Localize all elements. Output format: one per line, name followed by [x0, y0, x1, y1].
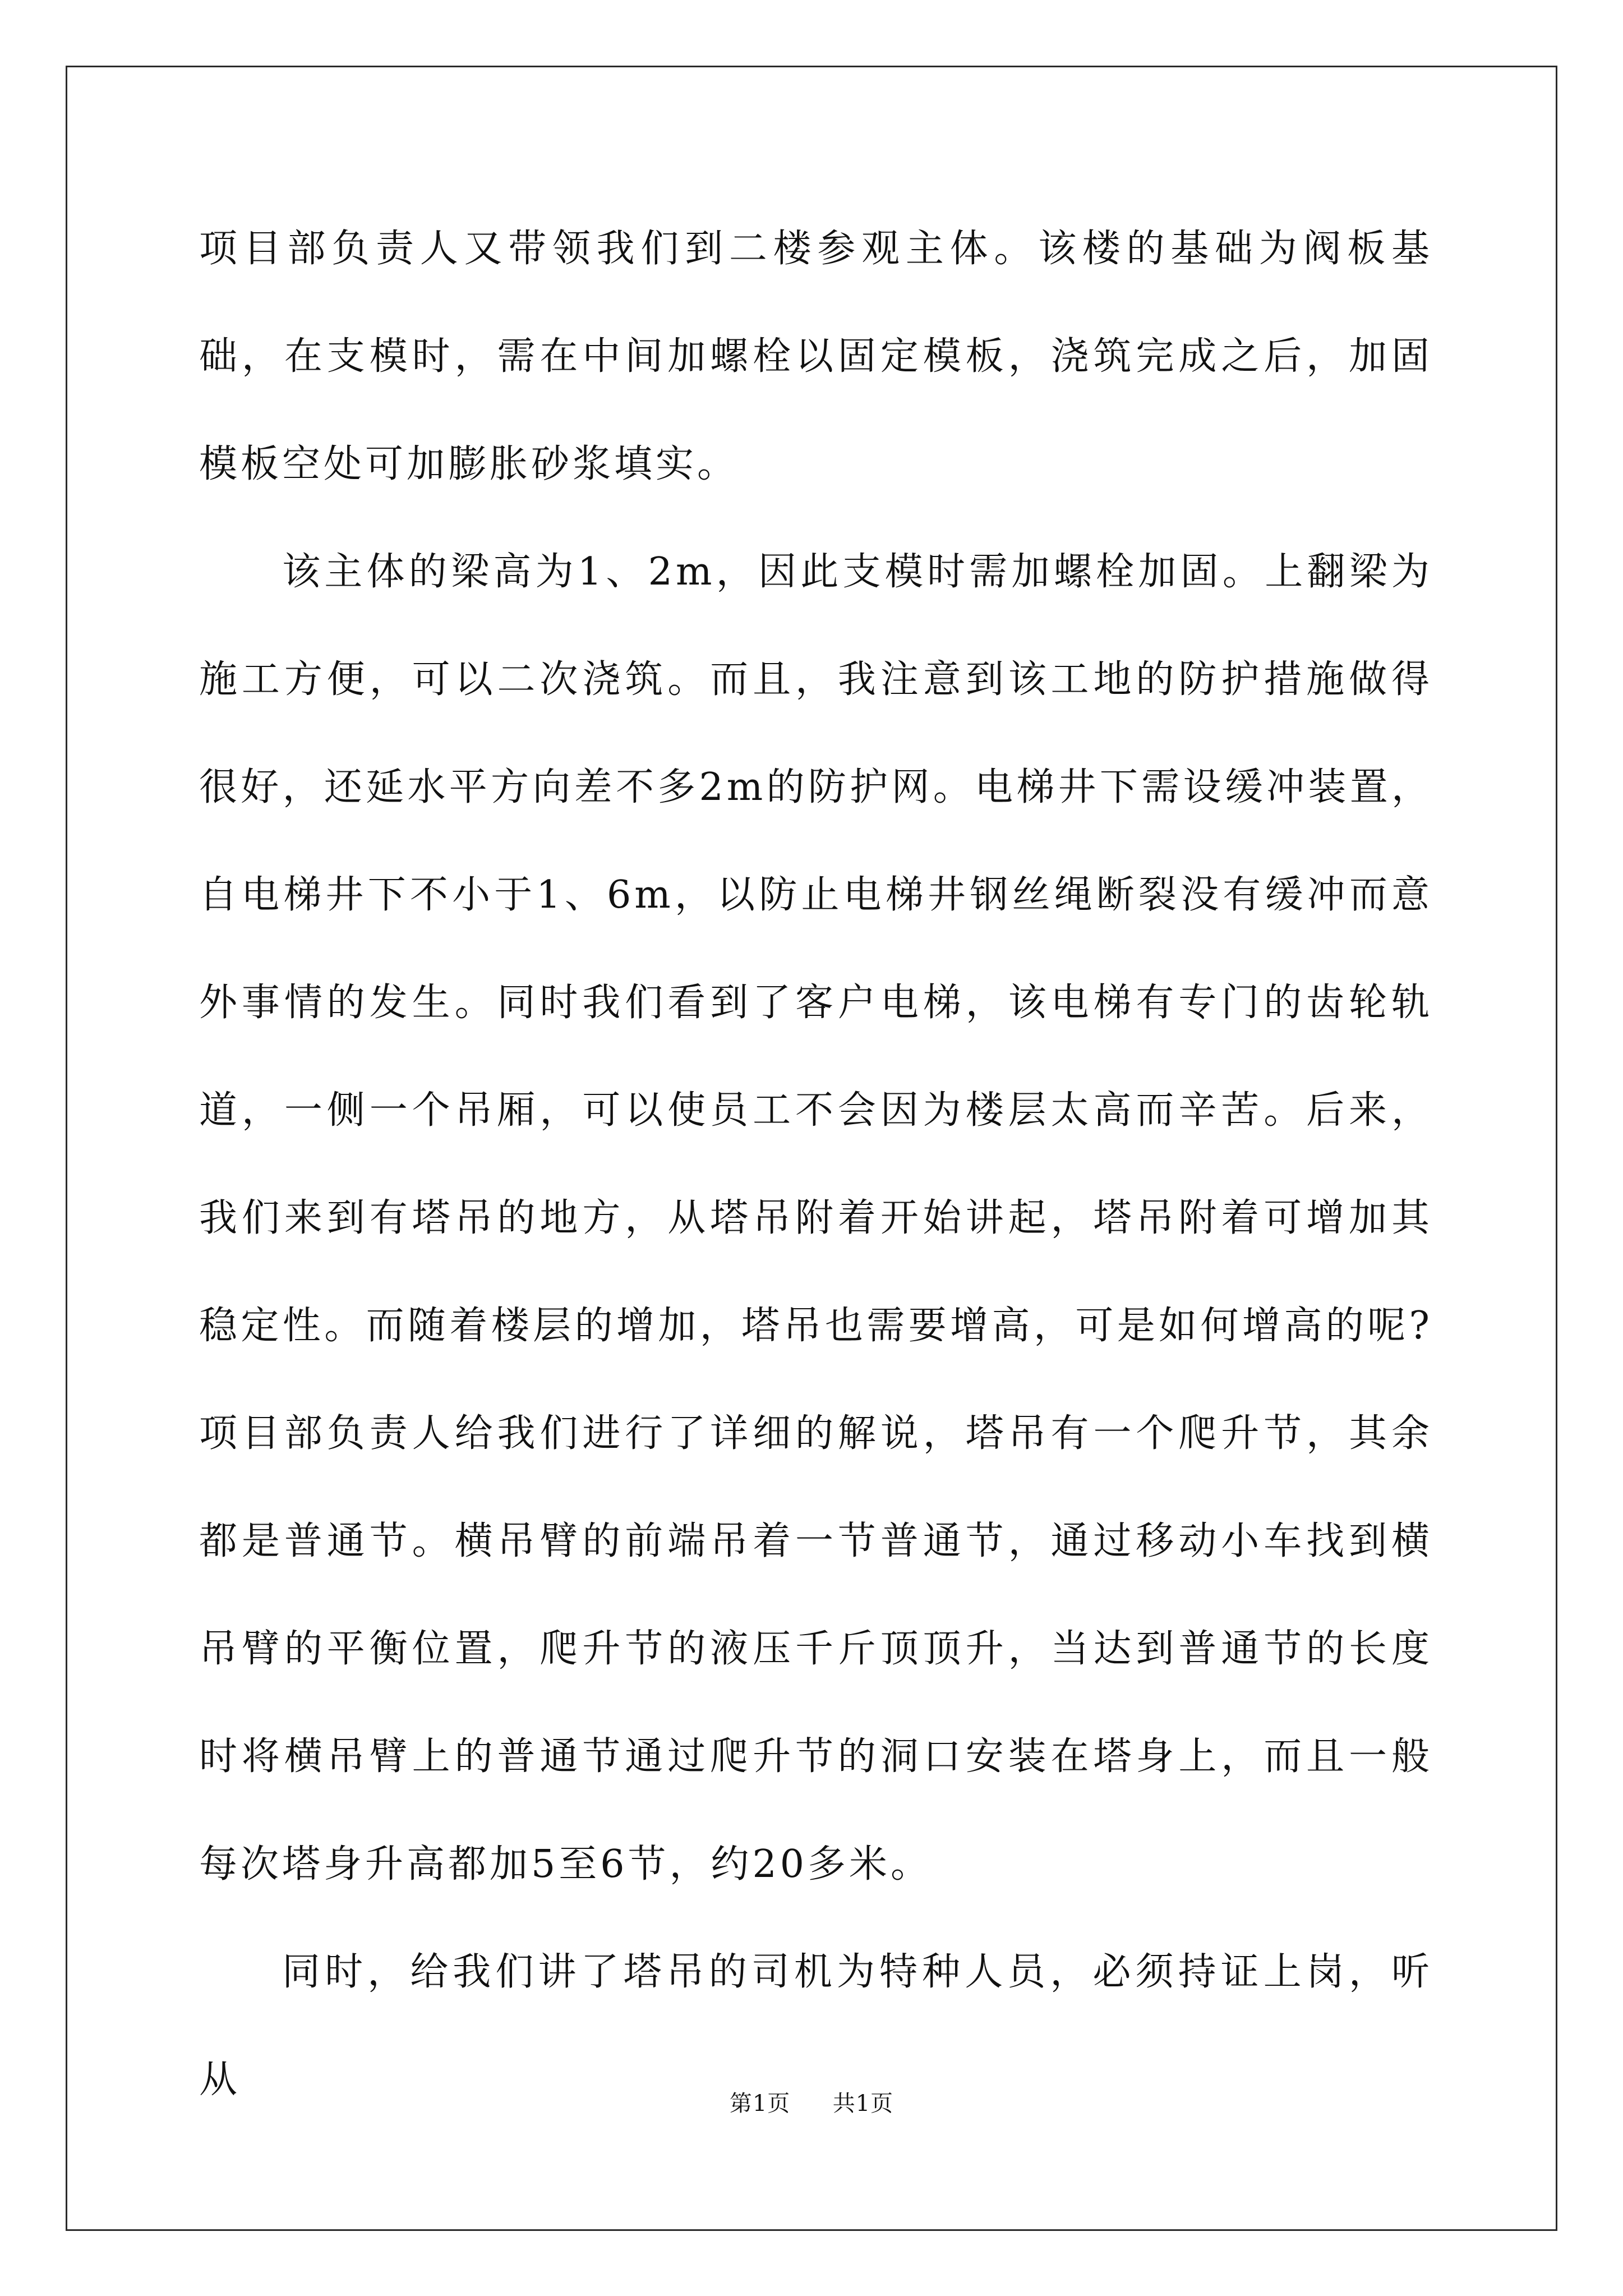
- page-number: 第1页: [729, 2091, 791, 2116]
- paragraph-3: 同时，给我们讲了塔吊的司机为特种人员，必须持证上岗，听从: [199, 1950, 1433, 2102]
- page-footer: [0, 2087, 1623, 2120]
- paragraph-1: 项目部负责人又带领我们到二楼参观主体。该楼的基础为阀板基础，在支模时，需在中间加螺栓以固定模板，浇筑完成之后，加固模板空处可加膨胀砂浆填实。: [199, 227, 1433, 486]
- page-total: 共1页: [832, 2091, 894, 2116]
- document-body: [199, 195, 1433, 2134]
- paragraph-2: 该主体的梁高为1、2m，因此支模时需加螺栓加固。上翻梁为施工方便，可以二次浇筑。而且，我注意到该工地的防护措施做得很好，还延水平方向差不多2m的防护网。电梯井下需设缓冲装置，自电梯井下不小于1、6m，以防止电梯井钢丝绳断裂没有缓冲而意外事情的发生。同时我们看到了客户电梯，该电梯有专门的齿轮轨道，一侧一个吊厢，可以使员工不会因为楼层太高而辛苦。后来，我们来到有塔吊的地方，从塔吊附着开始讲起，塔吊附着可增加其稳定性。而随着楼层的增加，塔吊也需要增高，可是如何增高的呢?项目部负责人给我们进行了详细的解说，塔吊有一个爬升节，其余都是普通节。横吊臂的前端吊着一节普通节，通过移动小车找到横吊臂的平衡位置，爬升节的液压千斤顶顶升，当达到普通节的长度时将横吊臂上的普通节通过爬升节的洞口安装在塔身上，而且一般每次塔身升高都加5至6节，约20多米。: [199, 550, 1433, 1887]
